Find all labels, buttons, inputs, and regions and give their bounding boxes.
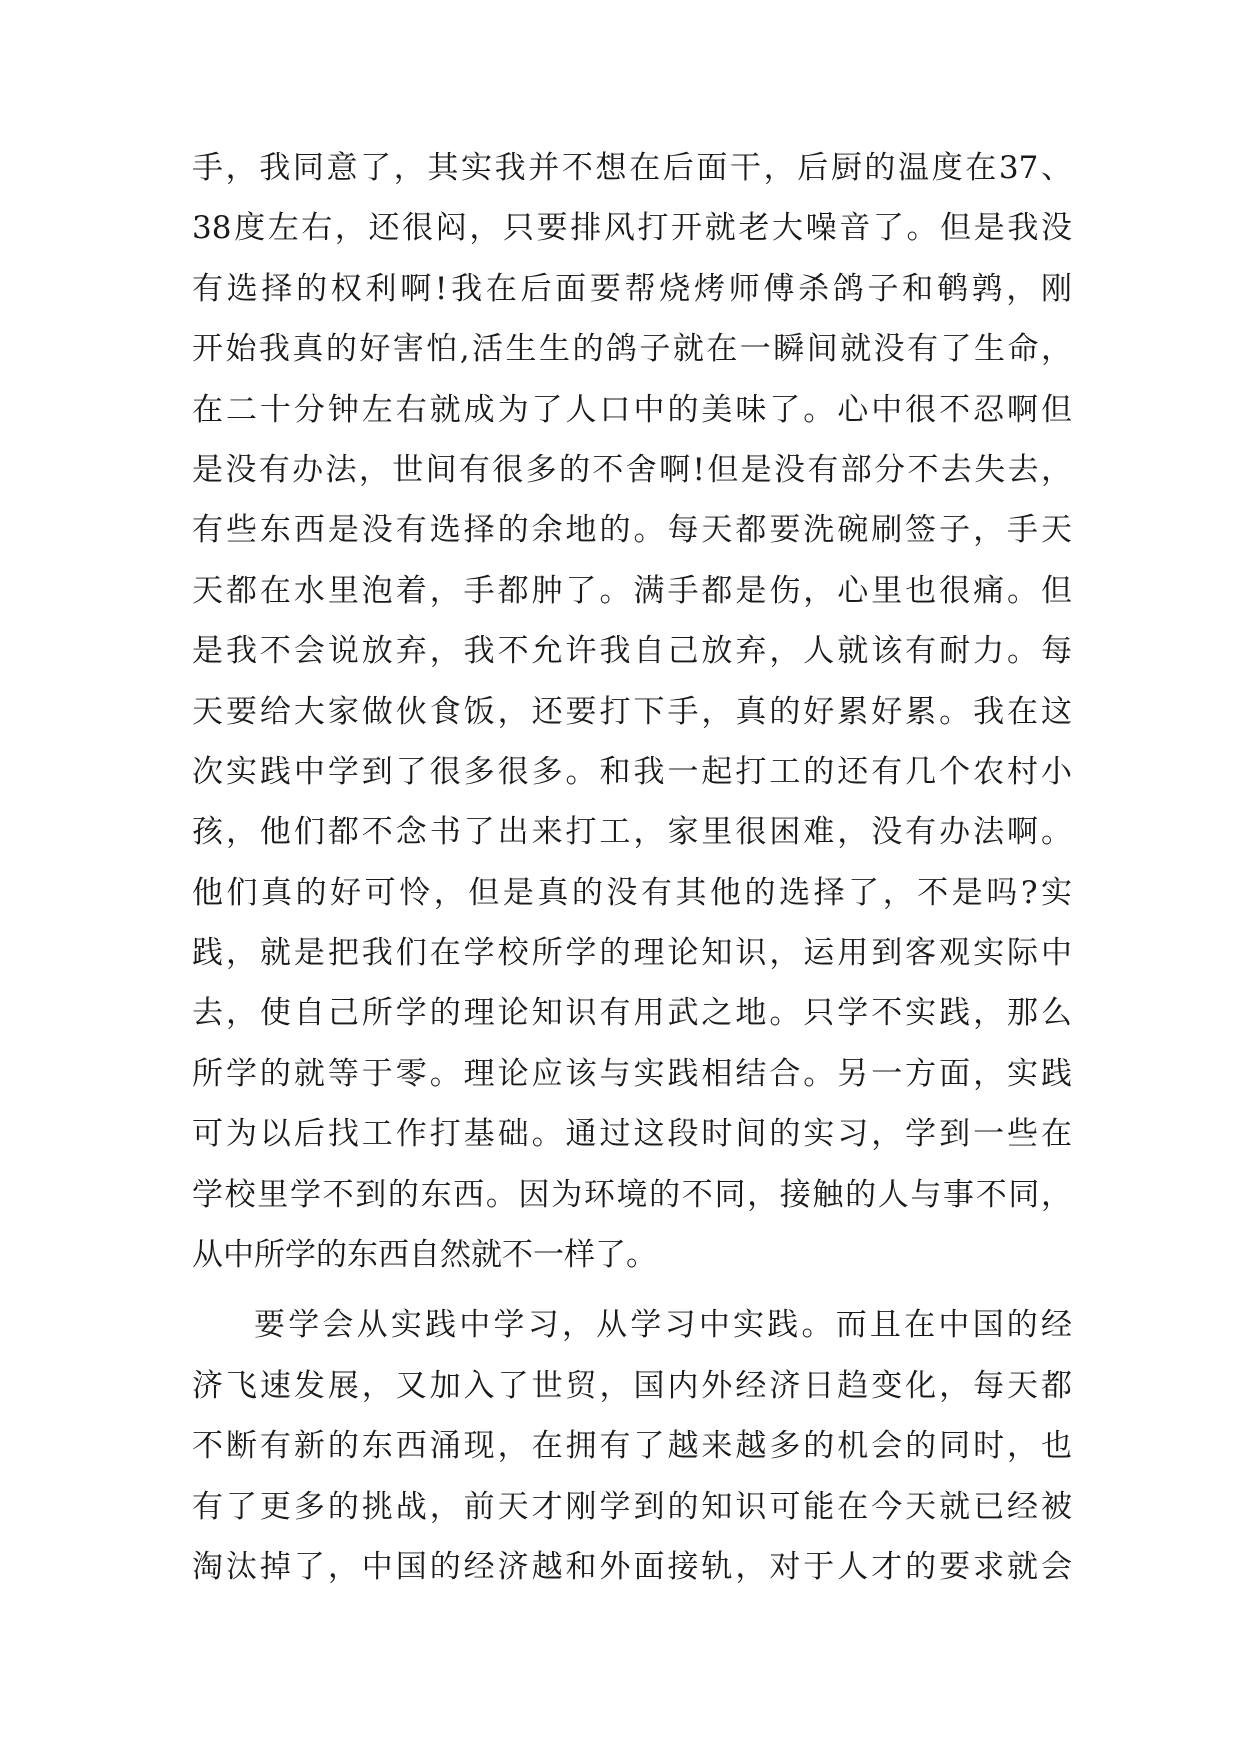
text-line: 去，使自己所学的理论知识有用武之地。只学不实践，那么 [192,995,1072,1032]
text-line: 济飞速发展，又加入了世贸，国内外经济日趋变化，每天都 [192,1367,1072,1404]
text-line: 在二十分钟左右就成为了人口中的美味了。心中很不忍啊但 [192,391,1072,428]
body-text [192,138,1072,1597]
paragraph [192,1295,1072,1597]
text-line: 学校里学不到的东西。因为环境的不同，接触的人与事不同， [192,1176,1072,1213]
text-line: 所学的就等于零。理论应该与实践相结合。另一方面，实践 [192,1055,1072,1092]
text-line: 天要给大家做伙食饭，还要打下手，真的好累好累。我在这 [192,693,1072,730]
text-line: 天都在水里泡着，手都肿了。满手都是伤，心里也很痛。但 [192,572,1072,609]
text-line: 从中所学的东西自然就不一样了。 [192,1237,657,1274]
text-line: 践，就是把我们在学校所学的理论知识，运用到客观实际中 [192,935,1072,972]
text-line: 38度左右，还很闷，只要排风打开就老大噪音了。但是我没 [192,210,1072,247]
text-line: 次实践中学到了很多很多。和我一起打工的还有几个农村小 [192,753,1072,790]
text-line: 有些东西是没有选择的余地的。每天都要洗碗刷签子，手天 [192,512,1072,549]
text-line: 有了更多的挑战，前天才刚学到的知识可能在今天就已经被 [192,1488,1072,1525]
text-line: 淘汰掉了，中国的经济越和外面接轨，对于人才的要求就会 [192,1548,1072,1585]
text-line: 是没有办法，世间有很多的不舍啊!但是没有部分不去失去， [192,451,1072,488]
text-line: 要学会从实践中学习，从学习中实践。而且在中国的经 [254,1307,1072,1344]
text-line: 有选择的权利啊!我在后面要帮烧烤师傅杀鸽子和鹌鹑，刚 [192,270,1072,307]
text-line: 手，我同意了，其实我并不想在后面干，后厨的温度在37、 [192,150,1072,186]
text-line: 他们真的好可怜，但是真的没有其他的选择了，不是吗?实 [192,874,1072,911]
text-line: 可为以后找工作打基础。通过这段时间的实习，学到一些在 [192,1116,1072,1153]
text-line: 孩，他们都不念书了出来打工，家里很困难，没有办法啊。 [192,814,1072,851]
text-line: 开始我真的好害怕,活生生的鸽子就在一瞬间就没有了生命， [192,331,1072,368]
paragraph-gap [192,1285,1072,1295]
text-line: 是我不会说放弃，我不允许我自己放弃，人就该有耐力。每 [192,633,1072,670]
paragraph [192,138,1072,1285]
text-line: 不断有新的东西涌现，在拥有了越来越多的机会的同时，也 [192,1428,1072,1465]
